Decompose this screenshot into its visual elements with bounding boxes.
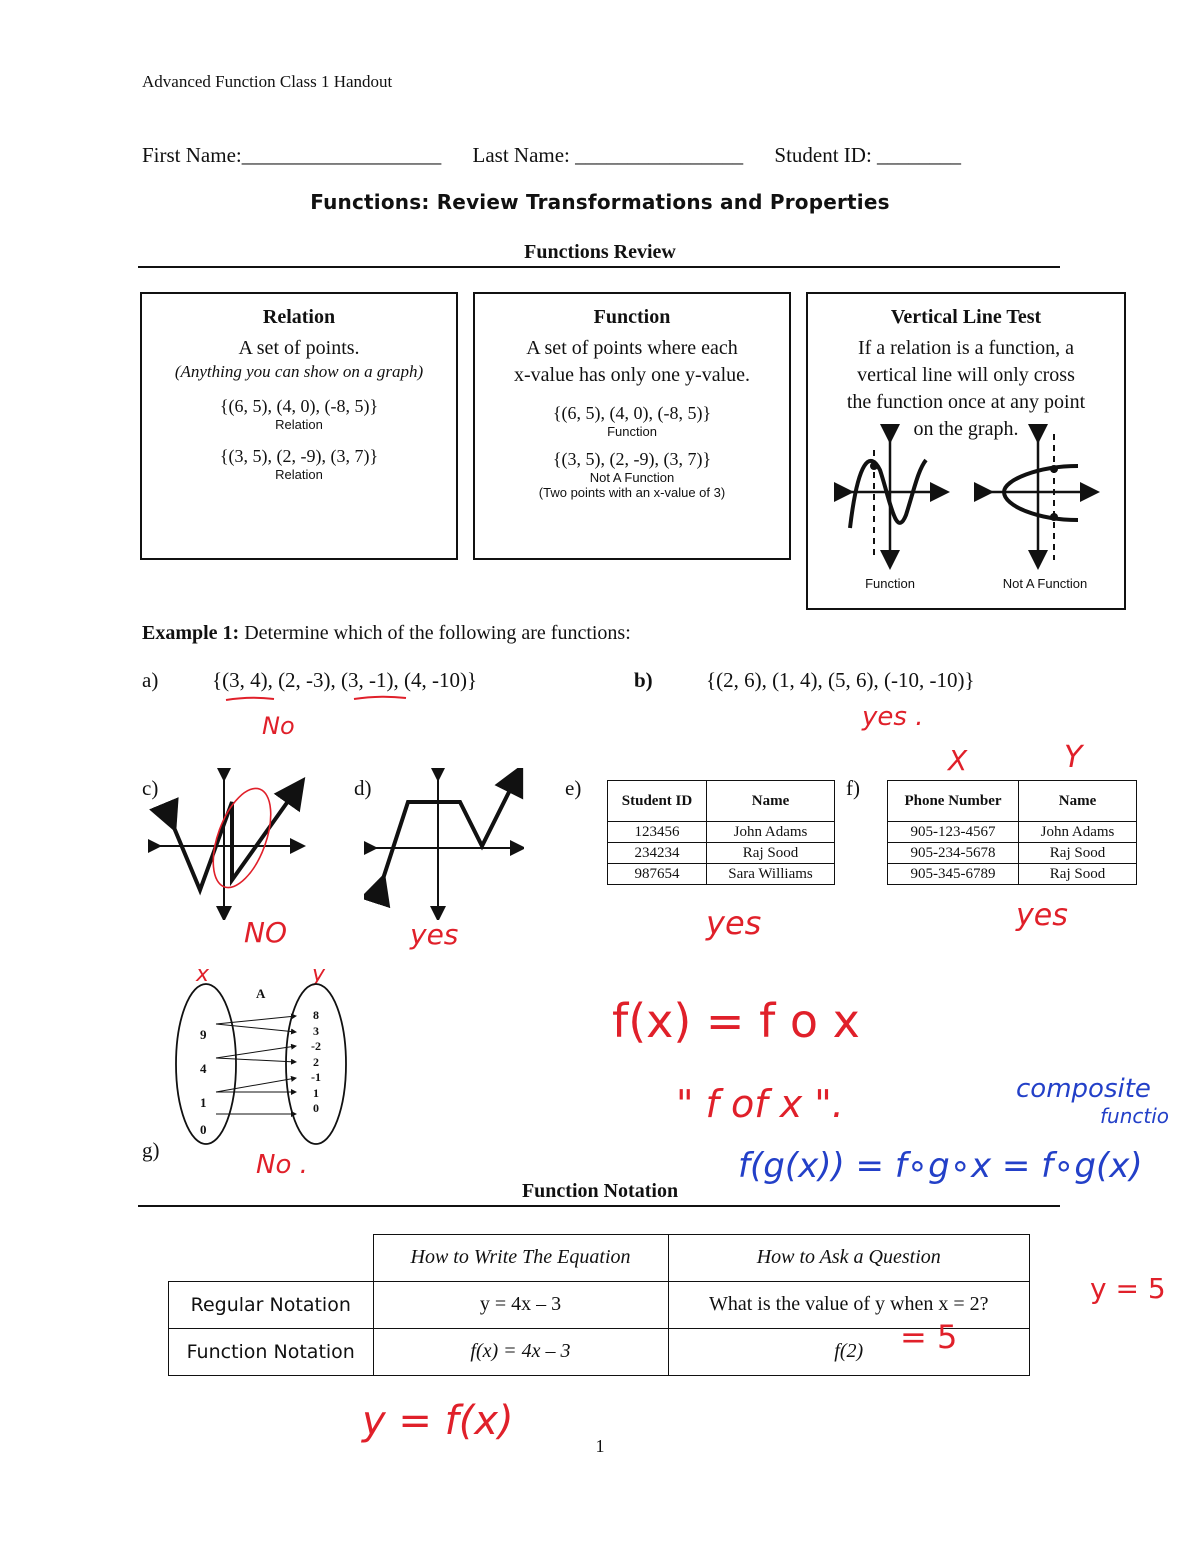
- header-ask-question: How to Ask a Question: [668, 1235, 1030, 1282]
- table-cell: 987654: [608, 864, 707, 885]
- mapping-range-value: 1: [313, 1085, 319, 1100]
- mapping-range-value: -1: [311, 1070, 321, 1084]
- part-c-label: c): [142, 776, 159, 800]
- table-e-header-name: Name: [707, 781, 835, 822]
- table-cell: 905-123-4567: [888, 822, 1019, 843]
- relation-note: (Anything you can show on a graph): [174, 362, 424, 381]
- mapping-diagram-g: [170, 978, 356, 1150]
- relation-set-1: {(6, 5), (4, 0), (-8, 5)}: [219, 396, 379, 416]
- handwriting-function: functio: [1100, 1104, 1170, 1128]
- relation-heading: Relation: [262, 306, 336, 328]
- section-function-notation: Function Notation: [521, 1180, 679, 1202]
- mapping-domain-value: 1: [200, 1095, 207, 1110]
- relation-box: [140, 292, 458, 560]
- function-label-2: Not A Function: [589, 470, 675, 485]
- mapping-domain-value: 9: [200, 1027, 207, 1042]
- table-f: [887, 780, 1137, 885]
- page-title: Functions: Review Transformations and Properties: [310, 190, 890, 214]
- relation-label-2: Relation: [275, 467, 323, 482]
- function-question: f(2): [668, 1328, 1030, 1375]
- mapping-domain-value: 4: [200, 1061, 207, 1076]
- header-write-equation: How to Write The Equation: [373, 1235, 668, 1282]
- function-box: [473, 292, 791, 560]
- handwriting-d: yes: [410, 918, 459, 951]
- vlt-text-1: If a relation is a function, a: [857, 337, 1075, 359]
- function-set-2: {(3, 5), (2, -9), (3, 7)}: [552, 449, 712, 469]
- part-a-set: {(3, 4), (2, -3), (3, -1), (4, -10)}: [212, 668, 478, 692]
- first-name-field[interactable]: First Name:___________________: [142, 143, 442, 167]
- table-e: [607, 780, 835, 885]
- row-label-regular: Regular Notation: [169, 1281, 374, 1328]
- red-underline-a: [210, 688, 440, 712]
- example-1-prompt: [142, 622, 631, 645]
- handwriting-a: No: [262, 712, 295, 740]
- table-cell: Raj Sood: [1019, 864, 1137, 885]
- handwriting-fx-2: " f of x ".: [676, 1082, 844, 1126]
- handwriting-fx-1: f(x) = f o x: [612, 994, 860, 1048]
- vlt-label-function: Function: [865, 576, 915, 591]
- table-cell: 905-345-6789: [888, 864, 1019, 885]
- table-corner: [169, 1235, 374, 1282]
- table-cell: John Adams: [707, 822, 835, 843]
- page-number: 1: [595, 1436, 605, 1456]
- handwriting-y-fx: y = f(x): [362, 1398, 514, 1444]
- part-a-label: a): [142, 668, 159, 692]
- table-row: [608, 843, 835, 864]
- handwriting-b: yes .: [862, 702, 924, 732]
- table-row: [888, 822, 1137, 843]
- table-cell: John Adams: [1019, 822, 1137, 843]
- handwriting-g-x: x: [196, 962, 210, 987]
- divider: [138, 1205, 1060, 1207]
- row-label-function: Function Notation: [169, 1328, 374, 1375]
- table-row: [608, 822, 835, 843]
- table-f-header-name: Name: [1019, 781, 1137, 822]
- handwriting-g: No .: [256, 1150, 308, 1180]
- table-cell: 234234: [608, 843, 707, 864]
- handwriting-eq-5: = 5: [900, 1318, 958, 1356]
- table-f-header-phone: Phone Number: [888, 781, 1019, 822]
- handout-header: Advanced Function Class 1 Handout: [142, 72, 393, 91]
- mapping-range-value: 8: [313, 1008, 319, 1022]
- table-cell: 123456: [608, 822, 707, 843]
- section-functions-review: Functions Review: [524, 241, 676, 263]
- table-row: [608, 864, 835, 885]
- function-lead-2: x-value has only one y-value.: [513, 364, 751, 386]
- mapping-range-value: 0: [313, 1101, 319, 1115]
- relation-set-2: {(3, 5), (2, -9), (3, 7)}: [219, 446, 379, 466]
- table-cell: Raj Sood: [707, 843, 835, 864]
- relation-label-1: Relation: [275, 417, 323, 432]
- handwriting-g-y: y: [312, 962, 326, 987]
- mapping-range-value: 3: [313, 1023, 319, 1038]
- vlt-text-3: the function once at any point: [846, 391, 1086, 413]
- table-row: [888, 843, 1137, 864]
- vlt-label-not-function: Not A Function: [1002, 576, 1088, 591]
- example-1-label: Example 1:: [142, 622, 240, 644]
- student-id-field[interactable]: Student ID: ________: [774, 143, 962, 167]
- part-g-label: g): [142, 1138, 160, 1162]
- mapping-domain-value: 0: [200, 1122, 207, 1137]
- function-label-1: Function: [607, 424, 657, 439]
- table-cell: Sara Williams: [707, 864, 835, 885]
- part-f-label: f): [846, 776, 860, 800]
- mapping-range-value: 2: [313, 1054, 319, 1069]
- table-e-header-id: Student ID: [608, 781, 707, 822]
- function-set-1: {(6, 5), (4, 0), (-8, 5)}: [552, 403, 712, 423]
- function-graph: [844, 434, 940, 560]
- table-cell: 905-234-5678: [888, 843, 1019, 864]
- part-b-set: {(2, 6), (1, 4), (5, 6), (-10, -10)}: [706, 668, 975, 692]
- handwriting-e: yes: [706, 904, 762, 942]
- function-heading: Function: [593, 306, 671, 328]
- example-1-text: Determine which of the following are functions:: [244, 622, 631, 644]
- part-e-label: e): [565, 776, 582, 800]
- vlt-text-4: on the graph.: [913, 418, 1019, 440]
- function-equation: f(x) = 4x – 3: [373, 1328, 668, 1375]
- table-cell: Raj Sood: [1019, 843, 1137, 864]
- mapping-domain: [200, 1018, 207, 1140]
- divider: [138, 266, 1060, 268]
- part-d-label: d): [354, 776, 372, 800]
- handwriting-f-x: X: [948, 744, 968, 777]
- handwriting-f-y: Y: [1064, 740, 1083, 775]
- handwriting-composite-eq: f(g(x)) = f∘g∘x = f∘g(x): [738, 1146, 1143, 1186]
- name-row: [142, 143, 987, 168]
- not-a-function-graph: [984, 434, 1090, 560]
- vlt-heading: Vertical Line Test: [890, 306, 1042, 328]
- mapping-range: [306, 1008, 326, 1117]
- mapping-title: A: [256, 986, 266, 1001]
- handwriting-composite: composite: [1016, 1074, 1151, 1104]
- table-row: [888, 864, 1137, 885]
- vlt-text-2: vertical line will only cross: [857, 364, 1075, 386]
- function-lead-1: A set of points where each: [526, 337, 738, 359]
- regular-equation: y = 4x – 3: [373, 1281, 668, 1328]
- function-note-2: (Two points with an x-value of 3): [538, 485, 726, 500]
- mapping-range-value: -2: [311, 1039, 321, 1053]
- last-name-field[interactable]: Last Name: ________________: [472, 143, 744, 167]
- part-b-label: b): [634, 668, 653, 692]
- handwriting-f: yes: [1016, 898, 1068, 933]
- handwriting-c: NO: [244, 916, 287, 949]
- graph-d: [364, 768, 524, 920]
- graph-c: [148, 768, 308, 920]
- handwriting-y-5: y = 5: [1090, 1272, 1166, 1305]
- regular-question: What is the value of y when x = 2?: [668, 1281, 1030, 1328]
- relation-lead: A set of points.: [238, 337, 360, 359]
